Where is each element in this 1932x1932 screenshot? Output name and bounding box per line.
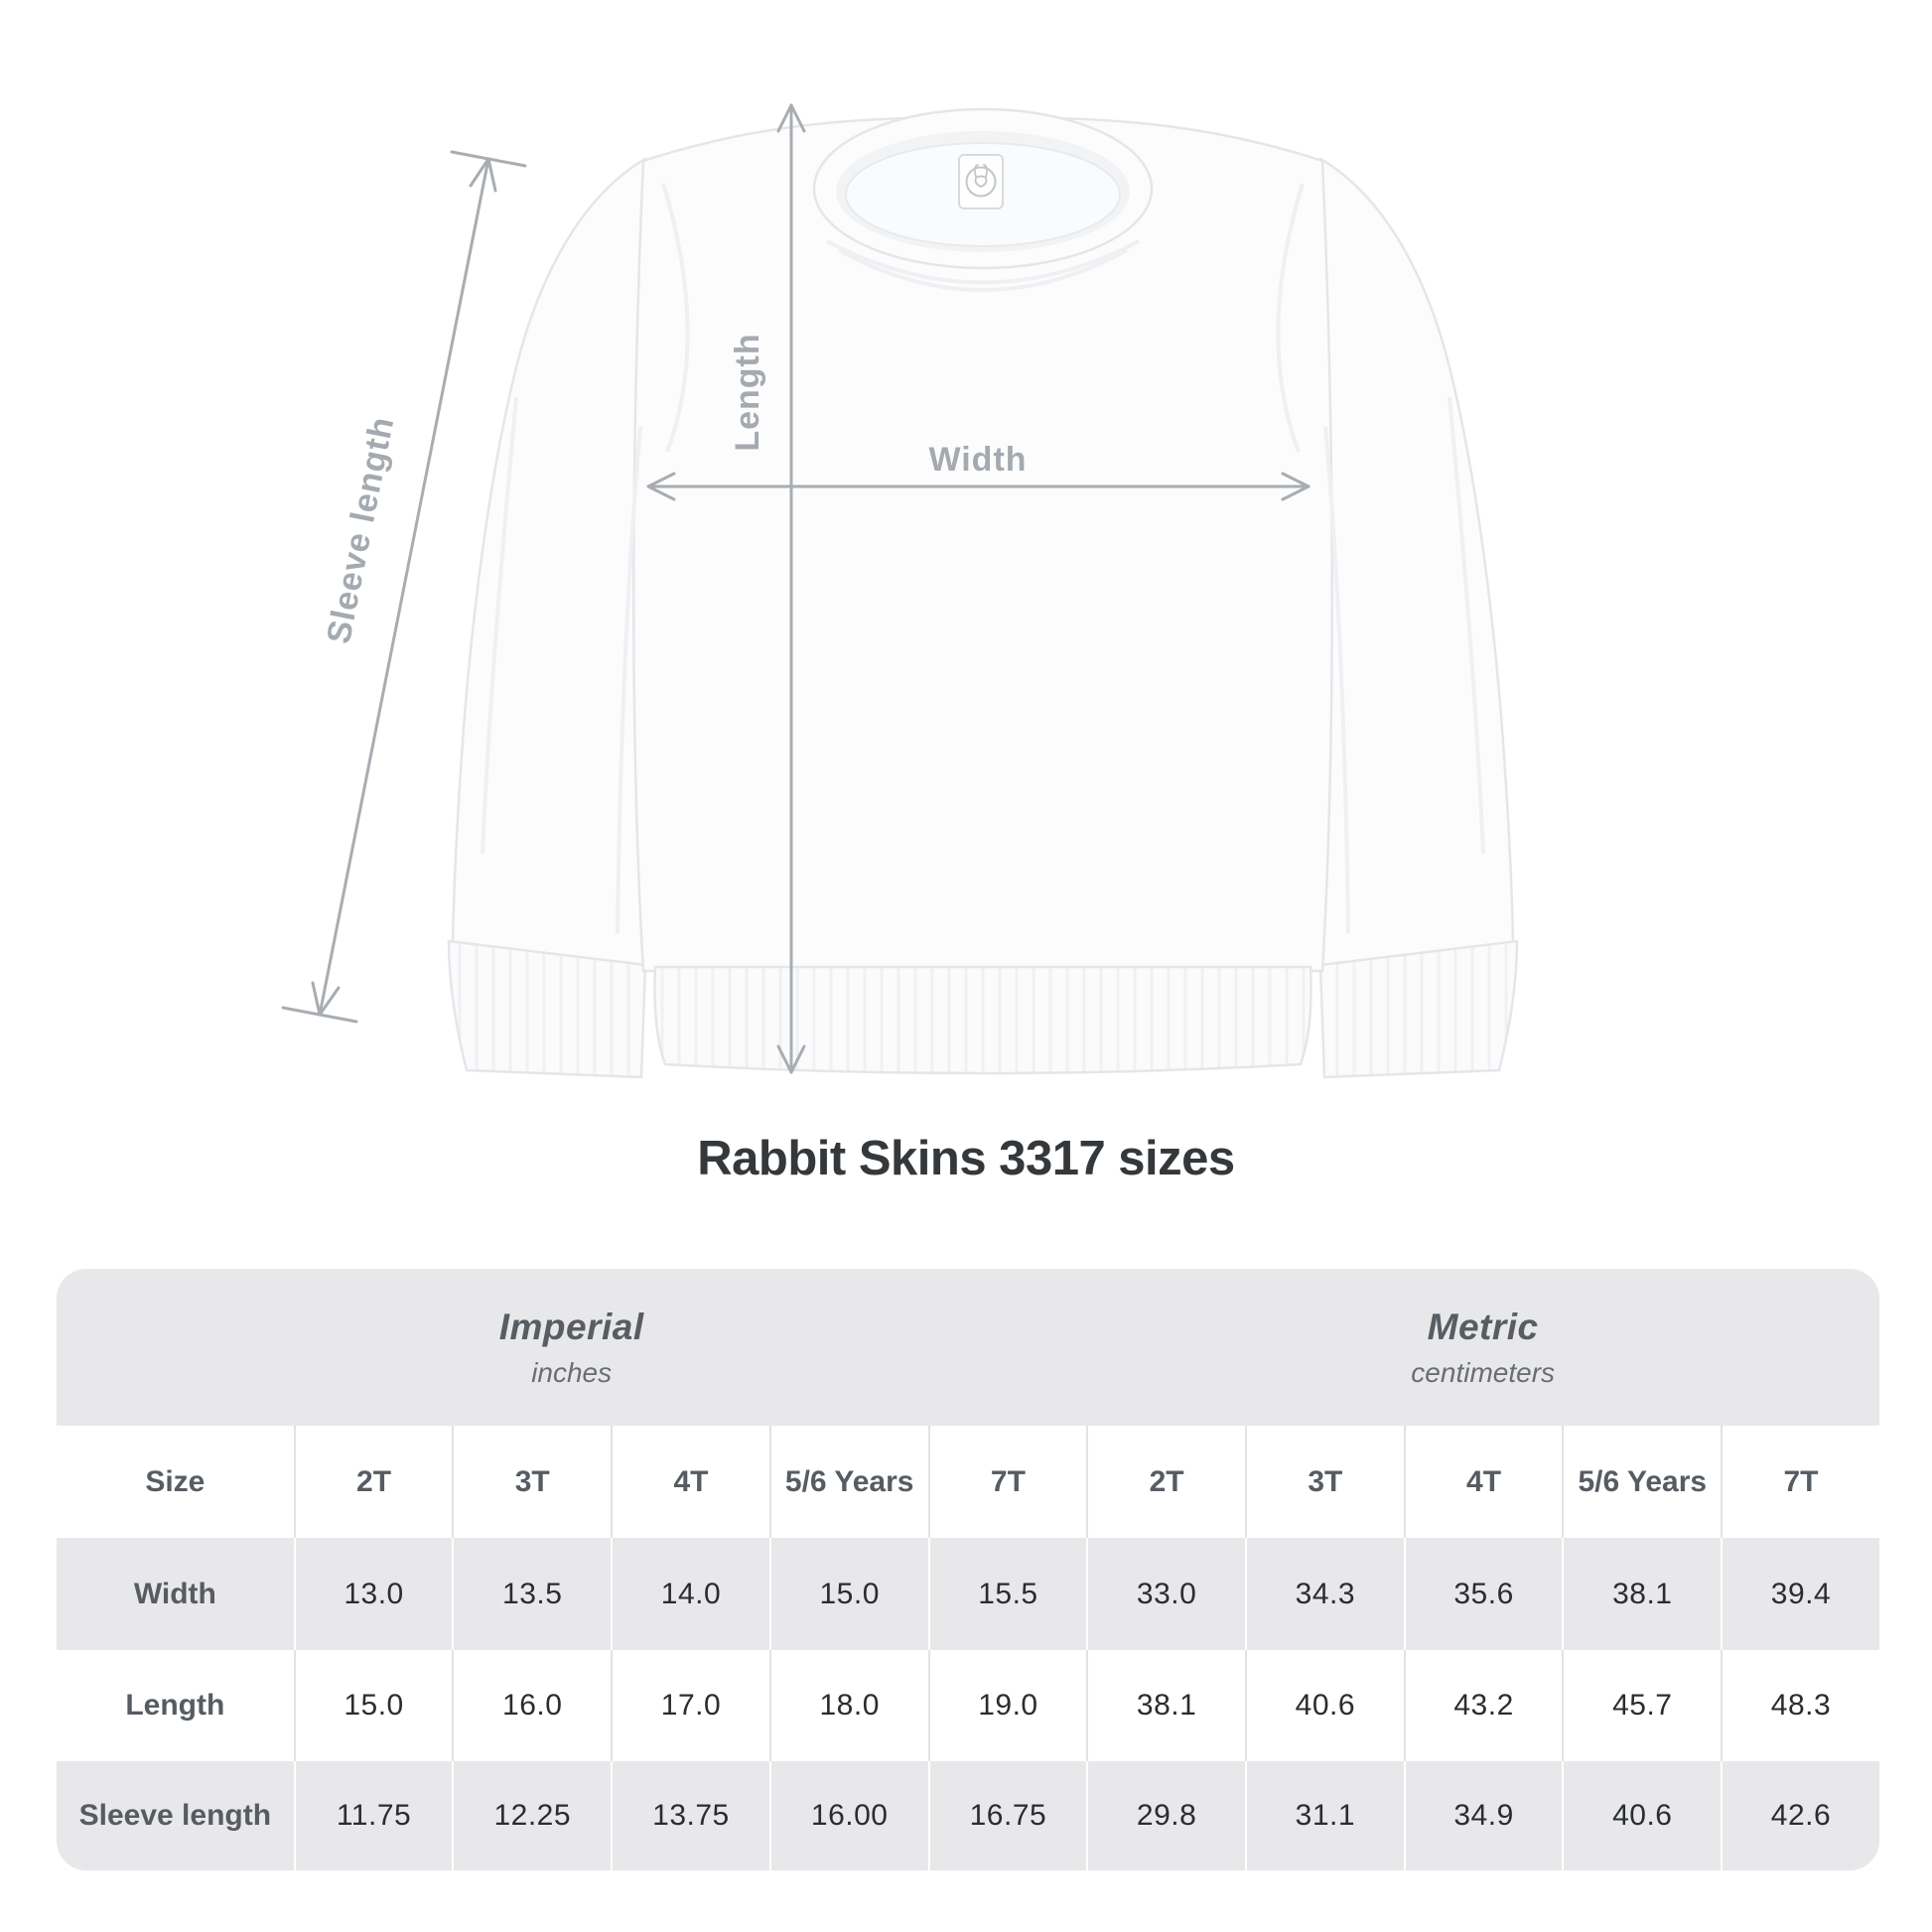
sleeve-metric-56y: 40.6 (1562, 1761, 1721, 1870)
width-metric-4t: 35.6 (1404, 1538, 1563, 1650)
row-label: Sleeve length (78, 1799, 272, 1832)
length-metric-4t: 43.2 (1404, 1650, 1563, 1761)
width-imperial-2t: 13.0 (294, 1538, 453, 1650)
sleeve-imperial-7t: 16.75 (928, 1761, 1087, 1870)
size-table (57, 1269, 1879, 1870)
sleeve-imperial-4t: 13.75 (611, 1761, 769, 1870)
length-imperial-3t: 16.0 (452, 1650, 611, 1761)
metric-section-header (1086, 1269, 1879, 1426)
length-metric-7t: 48.3 (1721, 1650, 1879, 1761)
left-cuff (449, 941, 645, 1077)
metric-col-3t: 3T (1245, 1426, 1404, 1538)
imperial-col-4t: 4T (611, 1426, 769, 1538)
width-label: Width (928, 441, 1028, 479)
right-cuff (1320, 941, 1517, 1077)
length-imperial-4t: 17.0 (611, 1650, 769, 1761)
sleeve-metric-3t: 31.1 (1245, 1761, 1404, 1870)
width-metric-3t: 34.3 (1245, 1538, 1404, 1650)
width-imperial-7t: 15.5 (928, 1538, 1087, 1650)
table-row-sleeve-length (57, 1761, 1879, 1870)
sweatshirt-image (449, 109, 1517, 1077)
length-metric-2t: 38.1 (1086, 1650, 1245, 1761)
sleeve-imperial-2t: 11.75 (294, 1761, 453, 1870)
width-imperial-3t: 13.5 (452, 1538, 611, 1650)
table-row-length (57, 1650, 1879, 1761)
width-metric-2t: 33.0 (1086, 1538, 1245, 1650)
metric-col-4t: 4T (1404, 1426, 1563, 1538)
length-label: Length (729, 333, 766, 452)
length-imperial-56y: 18.0 (769, 1650, 928, 1761)
width-metric-7t: 39.4 (1721, 1538, 1879, 1650)
width-metric-56y: 38.1 (1562, 1538, 1721, 1650)
row-label: Length (125, 1689, 225, 1722)
length-metric-3t: 40.6 (1245, 1650, 1404, 1761)
sleeve-metric-2t: 29.8 (1086, 1761, 1245, 1870)
imperial-col-56y: 5/6 Years (769, 1426, 928, 1538)
imperial-subtitle: inches (531, 1356, 613, 1388)
length-imperial-7t: 19.0 (928, 1650, 1087, 1761)
page-title: Rabbit Skins 3317 sizes (697, 1132, 1235, 1185)
width-imperial-56y: 15.0 (769, 1538, 928, 1650)
width-imperial-4t: 14.0 (611, 1538, 769, 1650)
imperial-section-header (57, 1269, 1086, 1426)
length-imperial-2t: 15.0 (294, 1650, 453, 1761)
metric-col-56y: 5/6 Years (1562, 1426, 1721, 1538)
imperial-col-2t: 2T (294, 1426, 453, 1538)
size-column-header: Size (145, 1464, 206, 1498)
sleeve-length-label: Sleeve length (320, 413, 402, 647)
column-header-row (57, 1426, 1879, 1538)
imperial-col-7t: 7T (928, 1426, 1087, 1538)
metric-col-7t: 7T (1721, 1426, 1879, 1538)
hem-band (654, 967, 1311, 1073)
metric-col-2t: 2T (1086, 1426, 1245, 1538)
row-label: Width (133, 1577, 216, 1610)
metric-subtitle: centimeters (1411, 1356, 1556, 1388)
metric-title: Metric (1427, 1306, 1539, 1347)
table-row-width (57, 1538, 1879, 1650)
length-metric-56y: 45.7 (1562, 1650, 1721, 1761)
sleeve-metric-4t: 34.9 (1404, 1761, 1563, 1870)
sleeve-imperial-56y: 16.00 (769, 1761, 928, 1870)
sleeve-metric-7t: 42.6 (1721, 1761, 1879, 1870)
units-header-band (57, 1269, 1879, 1426)
imperial-col-3t: 3T (452, 1426, 611, 1538)
sleeve-imperial-3t: 12.25 (452, 1761, 611, 1870)
imperial-title: Imperial (498, 1306, 644, 1347)
